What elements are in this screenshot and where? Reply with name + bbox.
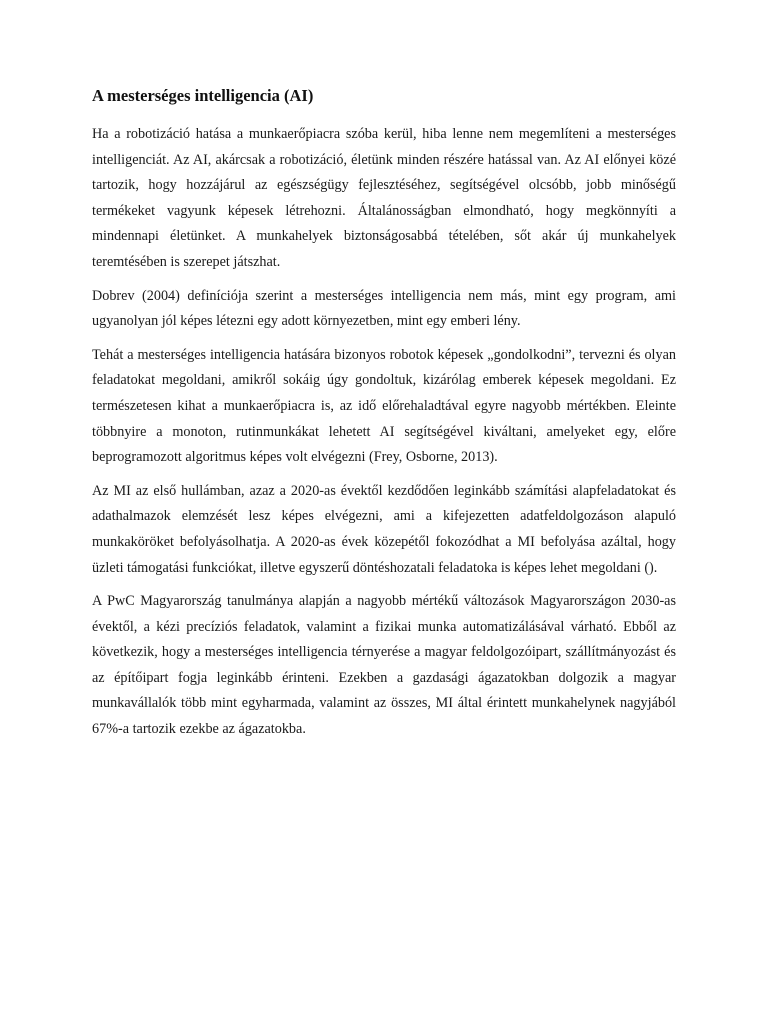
paragraph-5: A PwC Magyarország tanulmánya alapján a nagyobb mértékű változások Magyarországon 2030-as évektől, a kézi precíziós feladatok, valamint a fizikai munka automatizálásával várható. Ebből az következik, hogy a mesterséges intelligencia térnyerése a magyar feldolgozóipart, szállítmányozást és az építőipart fogja leginkább érinteni. Ezekben a gazdasági ágazatokban dolgozik a magyar munkavállalók több mint egyharmada, valamint az összes, MI által érintett munkahelynek nagyjából 67%-a tartozik ezekbe az ágazatokba. xyxy=(92,593,676,738)
paragraph-2: Dobrev (2004) definíciója szerint a mesterséges intelligencia nem más, mint egy program, ami ugyanolyan jól képes létezni egy adott környezetben, mint egy emberi lény. xyxy=(92,287,676,330)
document-title: A mesterséges intelligencia (AI) xyxy=(92,86,314,105)
paragraph-1: Ha a robotizáció hatása a munkaerőpiacra szóba kerül, hiba lenne nem megemlíteni a mesterséges intelligenciát. Az AI, akárcsak a robotizáció, életünk minden részére hatással van. Az AI előnyei közé tartozik, hogy hozzájárul az egészségügy fejlesztéséhez, segítségével olcsóbb, jobb minőségű termékeket vagyunk képesek létrehozni. Általánosságban elmondható, hogy megkönnyíti a mindennapi életünket. A munkahelyek biztonságosabbá tételében, sőt akár új munkahelyek teremtésében is szerepet játszhat. xyxy=(92,126,676,270)
paragraph-3: Tehát a mesterséges intelligencia hatására bizonyos robotok képesek „gondolkodni”, tervezni és olyan feladatokat megoldani, amikről sokáig úgy gondoltuk, kizárólag emberek képesek megoldani. Ez természetesen kihat a munkaerőpiacra is, az idő előrehaladtával egyre nagyobb mértékben. Eleinte többnyire a monoton, rutinmunkákat lehetett AI segítségével kiváltani, amelyeket egy, előre beprogramozott algoritmus képes volt elvégezni (Frey, Osborne, 2013). xyxy=(92,346,676,466)
document-page xyxy=(92,84,676,751)
paragraph-4: Az MI az első hullámban, azaz a 2020-as évektől kezdődően leginkább számítási alapfeladatokat és adathalmazok elemzését lesz képes elvégezni, ami a kifejezetten adatfeldolgozáson alapuló munkaköröket befolyásolhatja. A 2020-as évek közepétől fokozódhat a MI befolyása azáltal, hogy üzleti támogatási funkciókat, illetve egyszerű döntéshozatali feladatoka is képes lehet megoldani (). xyxy=(92,482,676,576)
